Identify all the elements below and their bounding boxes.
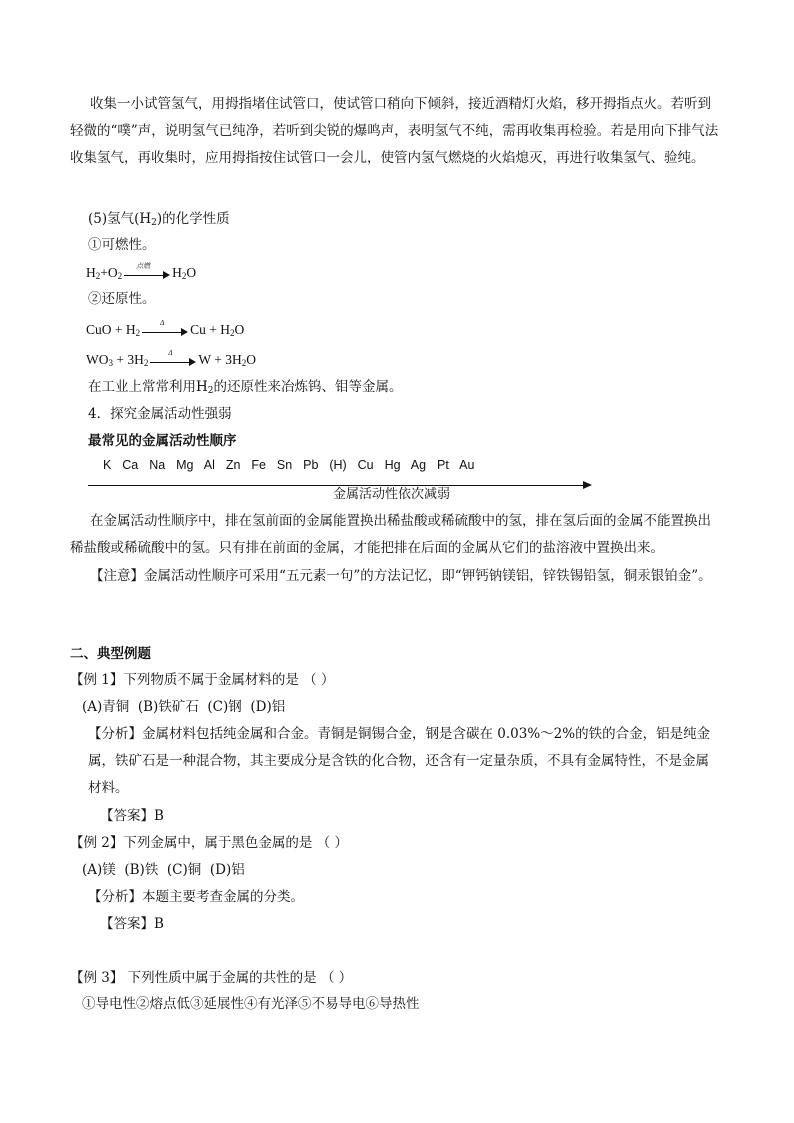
reducibility-label: ②还原性。 (88, 291, 156, 307)
example1-analysis: 【分析】金属材料包括纯金属和合金。青铜是铜锡合金，钢是含碳在 0.03%～2%的铁的合金，铝是纯金属，铁矿石是一种混合物，其主要成分是含铁的化合物，还含有一定量杂质，不具有金属特性，不是金属材料。 (88, 726, 711, 796)
example2-options: (A)镁 (B)铁 (C)铜 (D)铝 (82, 862, 245, 878)
example1-options: (A)青铜 (B)铁矿石 (C)钢 (D)铝 (82, 699, 286, 715)
activity-series-label: 金属活动性依次减弱 (333, 487, 451, 502)
combustibility-label: ①可燃性。 (88, 237, 156, 253)
reaction-cuo: CuO + $H_2$ Δ $Cu + H_2O$ (86, 318, 245, 338)
example2-analysis: 【分析】本题主要考查金属的分类。 (88, 889, 304, 905)
section4-heading: 4．探究金属活动性强弱 (88, 406, 232, 422)
example1-answer: 【答案】B (100, 808, 164, 824)
reaction-arrow: Δ (142, 325, 188, 337)
section2-heading: 二、典型例题 (70, 646, 151, 662)
activity-series-explanation: 在金属活动性顺序中，排在氢前面的金属能置换出稀盐酸或稀硫酸中的氢，排在氢后面的金属不能置换出稀盐酸或稀硫酸中的氢。只有排在前面的金属，才能把排在后面的金属从它们的盐溶液中置换出来。 (70, 513, 711, 556)
example3-options: ①导电性②熔点低③延展性④有光泽⑤不易导电⑥导热性 (82, 996, 420, 1012)
example3-question: 【例 3】 下列性质中属于金属的共性的是 （ ） (70, 970, 353, 986)
chem-section-heading: (5)氢气$(H_2)$的化学性质 (88, 211, 230, 228)
reaction-combustion: $H_2+O_2$ 点燃 $H_2O$ (86, 261, 197, 281)
industry-note: 在工业上常常利用$H_2$的还原性来冶炼钨、钼等金属。 (88, 379, 403, 396)
reaction-arrow: Δ (150, 355, 196, 367)
memory-note: 【注意】金属活动性顺序可采用“五元素一句”的方法记忆，即“钾钙钠镁铝，锌铁锡铅氢，铜汞银铂金”。 (90, 568, 712, 584)
reaction-arrow: 点燃 (124, 268, 170, 280)
activity-series: K Ca Na Mg Al Zn Fe Sn Pb (H) Cu Hg Ag Pt Au (103, 458, 475, 472)
example2-question: 【例 2】下列金属中，属于黑色金属的是 （ ） (70, 835, 348, 851)
example2-answer: 【答案】B (100, 916, 164, 932)
intro-paragraph: 收集一小试管氢气，用拇指堵住试管口，使试管口稍向下倾斜，接近酒精灯火焰，移开拇指点火。若听到轻微的“噗”声，说明氢气已纯净，若听到尖锐的爆鸣声，表明氢气不纯，需再收集再检验。若是用向下排气法收集氢气，再收集时，应用拇指按住试管口一会儿，使管内氢气燃烧的火焰熄灭，再进行收集氢气、验纯。 (70, 96, 719, 166)
reaction-wo3: $WO_3 + 3H_2$ Δ $W + 3H_2O$ (86, 348, 256, 368)
activity-series-title: 最常见的金属活动性顺序 (88, 433, 237, 449)
example1-question: 【例 1】下列物质不属于金属材料的是 （ ） (70, 672, 335, 688)
